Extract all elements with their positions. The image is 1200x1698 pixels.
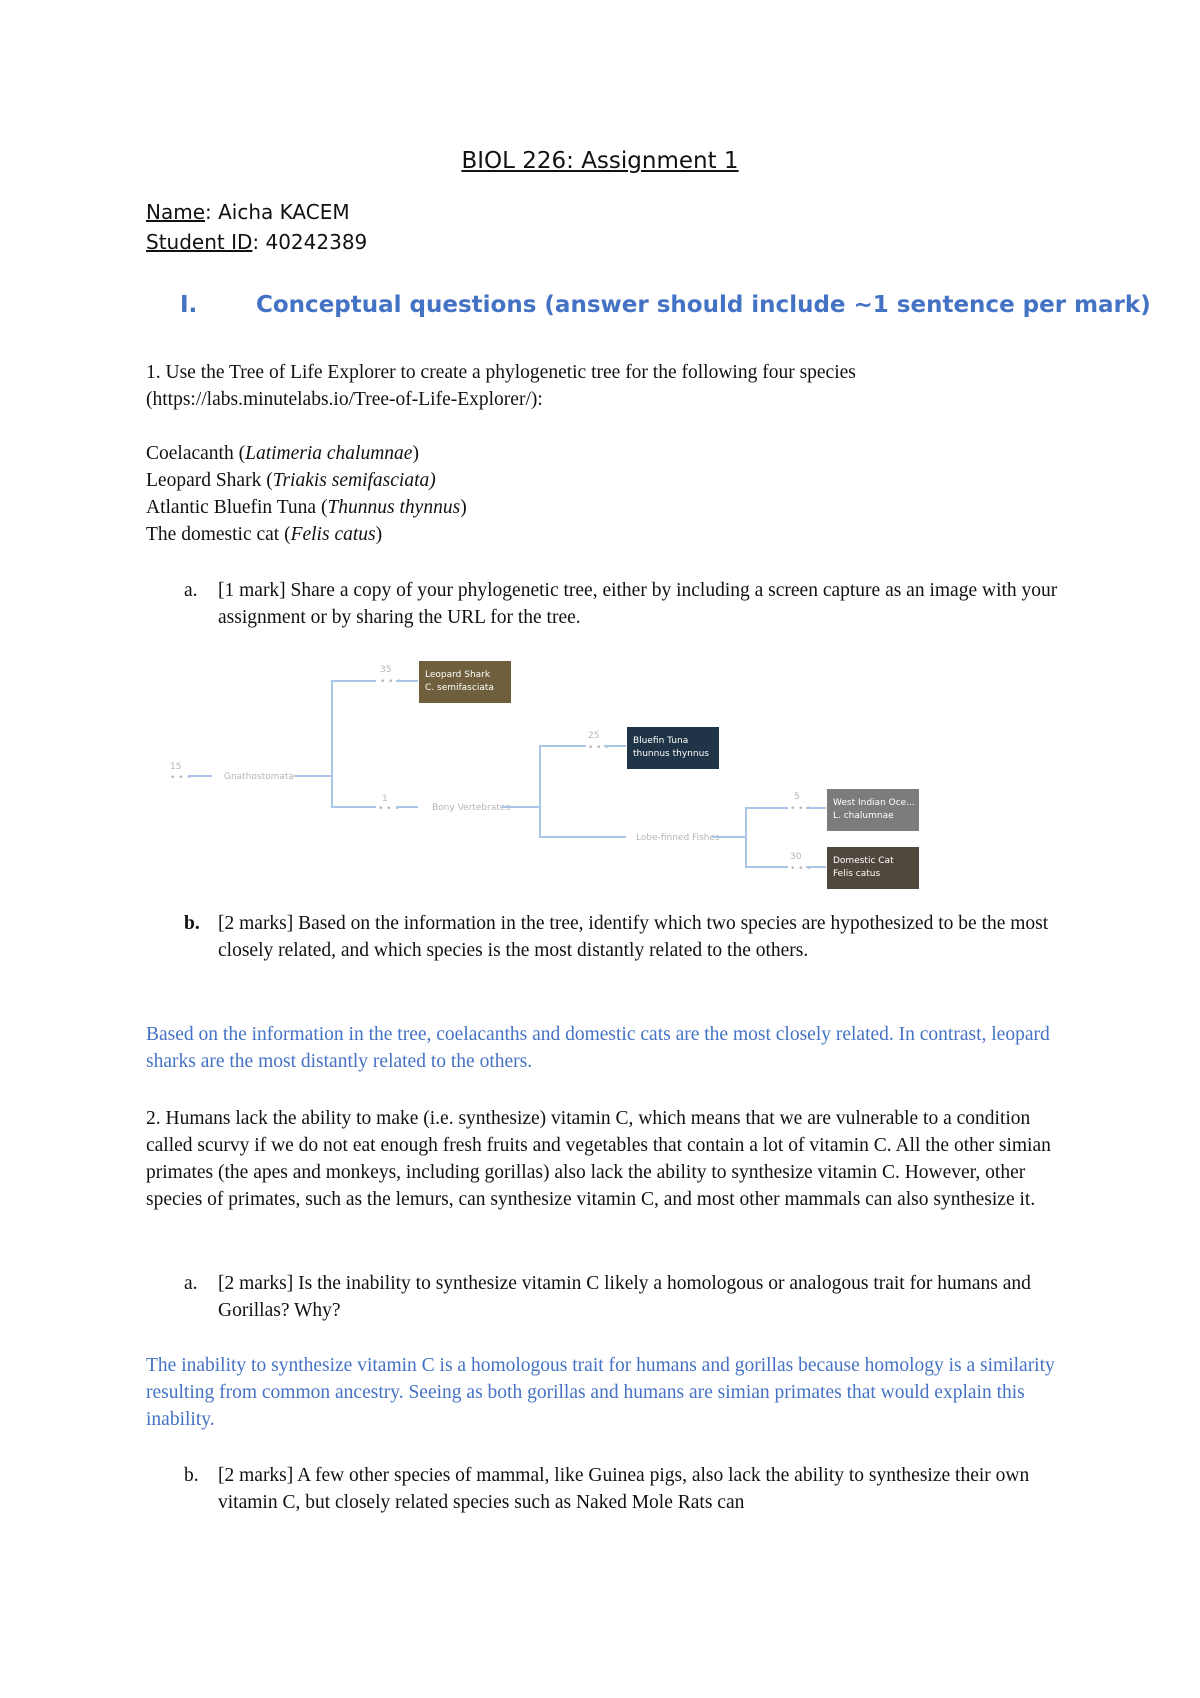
- shark-count: 35: [380, 665, 392, 675]
- bony-count: 1: [382, 794, 388, 804]
- section-number: I.: [180, 292, 198, 318]
- leopard-shark-title: Leopard Shark: [425, 670, 491, 680]
- student-id-value: : 40242389: [252, 230, 368, 254]
- species-item: Atlantic Bluefin Tuna (Thunnus thynnus): [146, 497, 467, 518]
- coelacanth-count: 5: [794, 792, 800, 802]
- question-1a: [184, 577, 1064, 631]
- svg-text:• • •: • • •: [790, 864, 812, 874]
- coelacanth-title: West Indian Oce...: [833, 798, 915, 808]
- domestic-cat-title: Domestic Cat: [833, 856, 894, 866]
- coelacanth-sub: L. chalumnae: [833, 811, 894, 821]
- page-title: BIOL 226: Assignment 1: [461, 148, 739, 174]
- species-item: Coelacanth (Latimeria chalumnae): [146, 443, 419, 464]
- leopard-shark-sub: C. semifasciata: [425, 683, 494, 693]
- question-2b-text: [2 marks] A few other species of mammal, like Guinea pigs, also lack the ability to synthesize their own vitamin C, but closely related species such as Naked Mole Rats can: [218, 1465, 1030, 1513]
- question-1a-text: [1 mark] Share a copy of your phylogenetic tree, either by including a screen capture as an image with your assignment or by sharing the URL for the tree.: [218, 580, 1058, 628]
- root-label: Gnathostomata: [224, 772, 294, 782]
- question-1a-marker: a.: [184, 580, 198, 601]
- question-2a: [184, 1270, 1064, 1324]
- bluefin-tuna-title: Bluefin Tuna: [633, 736, 689, 746]
- question-2-intro: 2. Humans lack the ability to make (i.e. synthesize) vitamin C, which means that we are vulnerable to a condition called scurvy if we do not eat enough fresh fruits and vegetables that contain a lot of vitamin C. All the other simian primates (the apes and monkeys, including gorillas) also lack the ability to synthesize vitamin C. However, other species of primates, such as the lemurs, can synthesize vitamin C, and most other mammals can also synthesize it.: [146, 1108, 1051, 1210]
- name-label: Name: [146, 200, 206, 224]
- student-id-label: Student ID: [146, 230, 253, 254]
- phylogenetic-tree-image: [146, 633, 941, 898]
- question-1-line-1: 1. Use the Tree of Life Explorer to create a phylogenetic tree for the following four species: [146, 362, 856, 383]
- question-2b: [184, 1462, 1064, 1516]
- svg-text:• • •: • • •: [380, 677, 402, 687]
- section-heading: [180, 292, 1151, 318]
- svg-text:• • •: • • •: [588, 743, 610, 753]
- name-line: [146, 200, 350, 224]
- question-2b-marker: b.: [184, 1465, 199, 1486]
- svg-text:• • •: • • •: [378, 804, 400, 814]
- section-heading-text: Conceptual questions (answer should include ~1 sentence per mark): [256, 292, 1151, 318]
- tuna-count: 25: [588, 731, 600, 741]
- student-id-line: [146, 230, 367, 254]
- lobe-label: Lobe-finned Fishes: [636, 833, 720, 843]
- question-1-line-2: (https://labs.minutelabs.io/Tree-of-Life-Explorer/):: [146, 389, 543, 410]
- domestic-cat-sub: Felis catus: [833, 869, 881, 879]
- species-list: [146, 440, 1066, 548]
- root-count: 15: [170, 762, 182, 772]
- svg-text:• • •: • • •: [170, 773, 192, 783]
- bony-label: Bony Vertebrates: [432, 803, 511, 813]
- question-2a-marker: a.: [184, 1273, 198, 1294]
- question-1b-marker: b.: [184, 913, 200, 934]
- species-item: Leopard Shark (Triakis semifasciata): [146, 470, 436, 491]
- bluefin-tuna-node: [627, 727, 719, 769]
- name-value: : Aicha KACEM: [205, 200, 350, 224]
- question-1b: [184, 910, 1064, 964]
- question-1-intro: [146, 359, 1066, 413]
- answer-1b: Based on the information in the tree, coelacanths and domestic cats are the most closely related. In contrast, leopard sharks are the most distantly related to the others.: [146, 1024, 1050, 1072]
- answer-2a: The inability to synthesize vitamin C is a homologous trait for humans and gorillas because homology is a similarity resulting from common ancestry. Seeing as both gorillas and humans are simian primates that would explain this inability.: [146, 1355, 1055, 1430]
- species-item: The domestic cat (Felis catus): [146, 524, 383, 545]
- cat-count: 30: [790, 852, 802, 862]
- svg-text:• • •: • • •: [790, 804, 812, 814]
- question-1b-text: [2 marks] Based on the information in the tree, identify which two species are hypothesized to be the most closely related, and which species is the most distantly related to the others.: [218, 913, 1049, 961]
- bluefin-tuna-sub: thunnus thynnus: [633, 749, 709, 759]
- question-2a-text: [2 marks] Is the inability to synthesize vitamin C likely a homologous or analogous trait for humans and Gorillas? Why?: [218, 1273, 1031, 1321]
